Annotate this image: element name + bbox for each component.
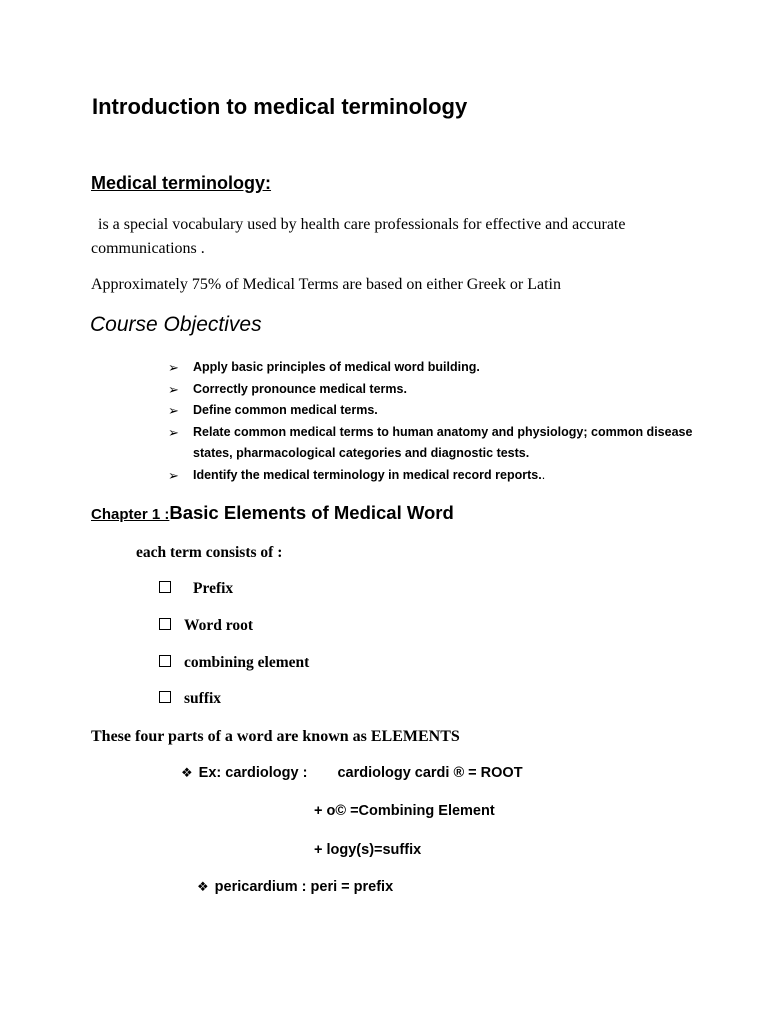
- chapter-label: Chapter 1 :: [91, 506, 170, 523]
- objective-text: Relate common medical terms to human anatomy and physiology; common disease states, pharmacological categories and diagnostic tests.: [193, 424, 693, 460]
- checkbox-square-icon: [159, 691, 171, 703]
- element-item-combining: [159, 654, 309, 672]
- arrow-bullet-icon: ➢: [168, 381, 179, 397]
- example-combining-line: + o© =Combining Element: [314, 803, 495, 819]
- arrow-bullet-icon: ➢: [168, 424, 179, 440]
- checkbox-square-icon: [159, 581, 171, 593]
- example-detail: cardiology cardi ® = ROOT: [337, 765, 523, 781]
- arrow-bullet-icon: ➢: [168, 403, 179, 418]
- example-pericardium: [197, 879, 393, 895]
- objective-text: Identify the medical terminology in medical record reports.: [193, 467, 542, 482]
- element-label: combining element: [184, 654, 310, 671]
- checkbox-square-icon: [159, 618, 171, 630]
- element-label: suffix: [184, 690, 222, 707]
- arrow-bullet-icon: ➢: [168, 360, 179, 375]
- objectives-list: [168, 357, 708, 486]
- element-item-suffix: [159, 690, 221, 708]
- element-item-word-root: [159, 617, 253, 635]
- list-item: [168, 400, 708, 422]
- elements-intro: each term consists of :: [136, 544, 283, 561]
- chapter-title: Basic Elements of Medical Word: [169, 502, 454, 523]
- example-suffix-line: + logy(s)=suffix: [314, 842, 422, 858]
- chapter-heading: [91, 502, 454, 524]
- definition-body: is a special vocabulary used by health care professionals for effective and accurate communications .: [91, 216, 626, 257]
- list-item: [168, 379, 708, 401]
- element-item-prefix: [159, 580, 233, 598]
- element-label: Prefix: [193, 580, 234, 597]
- definition-heading: Medical terminology:: [91, 173, 272, 193]
- diamond-bullet-icon: ❖: [197, 879, 209, 894]
- objective-text: Apply basic principles of medical word building.: [193, 360, 480, 374]
- list-item: [168, 465, 708, 487]
- page-title: Introduction to medical terminology: [92, 94, 468, 119]
- arrow-bullet-icon: ➢: [168, 467, 179, 483]
- diamond-bullet-icon: ❖: [181, 765, 193, 780]
- definition-text: [91, 213, 651, 261]
- example-label: Ex: cardiology :: [198, 765, 308, 781]
- list-item: [168, 357, 708, 379]
- list-item: [168, 422, 708, 465]
- element-label: Word root: [184, 617, 254, 634]
- elements-summary: These four parts of a word are known as ELEMENTS: [91, 728, 460, 745]
- checkbox-square-icon: [159, 655, 171, 667]
- example-text: pericardium : peri = prefix: [214, 879, 394, 895]
- objectives-heading: Course Objectives: [90, 313, 262, 336]
- example-cardiology: [181, 765, 523, 781]
- objective-text: Define common medical terms.: [193, 403, 378, 417]
- objective-text: Correctly pronounce medical terms.: [193, 381, 407, 396]
- objective-period: .: [541, 467, 546, 482]
- greek-latin-fact: Approximately 75% of Medical Terms are based on either Greek or Latin: [91, 276, 561, 293]
